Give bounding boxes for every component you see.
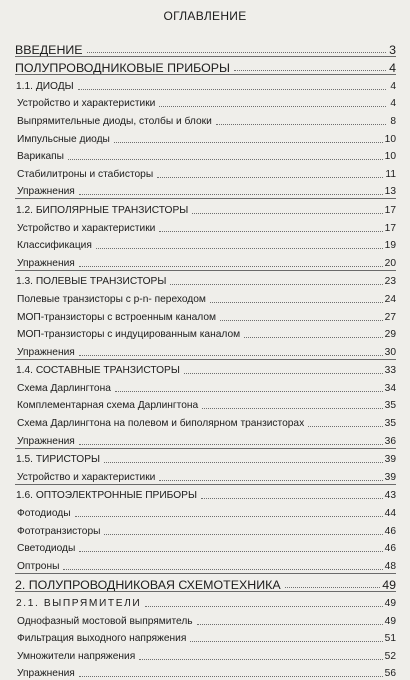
toc-entry-title: ПОЛУПРОВОДНИКОВЫЕ ПРИБОРЫ	[15, 61, 231, 76]
toc-entry	[15, 146, 396, 164]
dot-leader	[68, 159, 383, 160]
toc-entry-page-number: 56	[384, 668, 396, 680]
toc-entry-page-number: 10	[384, 151, 396, 163]
toc-entry-page-number: 33	[384, 365, 396, 377]
toc-entry-title: Классификация	[17, 240, 92, 252]
toc-entry-title: Оптроны	[17, 560, 60, 572]
toc-entry	[15, 110, 396, 128]
toc-entry	[15, 217, 396, 235]
dot-leader	[159, 231, 382, 232]
dot-leader	[145, 606, 382, 607]
toc-entry	[15, 520, 396, 538]
toc-entry-page-number: 39	[384, 454, 396, 466]
dot-leader	[104, 462, 383, 463]
dot-leader	[159, 480, 382, 481]
toc-entry	[15, 359, 396, 378]
toc-entry	[15, 395, 396, 413]
toc-entry-page-number: 46	[384, 543, 396, 555]
toc-entry-page-number: 29	[384, 329, 396, 341]
toc-entry-page-number: 17	[384, 222, 396, 234]
dot-leader	[170, 284, 382, 285]
toc-entry-page-number: 39	[384, 471, 396, 483]
toc-entry-page-number: 43	[384, 490, 396, 502]
dot-leader	[157, 177, 383, 178]
toc-entry	[15, 341, 396, 359]
toc-entry	[15, 181, 396, 199]
toc-entry-title: Устройство и характеристики	[17, 222, 156, 234]
toc-entry	[15, 270, 396, 289]
toc-entry	[15, 628, 396, 646]
dot-leader	[285, 587, 381, 588]
toc-entry-page-number: 4	[390, 80, 396, 92]
toc-entry-title: Варикапы	[17, 151, 65, 163]
toc-entry-title: Умножители напряжения	[17, 650, 136, 662]
toc-entry	[15, 484, 396, 503]
dot-leader	[75, 516, 383, 517]
dot-leader	[115, 391, 383, 392]
toc-entry-title: Устройство и характеристики	[17, 471, 156, 483]
dot-leader	[139, 659, 382, 660]
toc-entry-page-number: 49	[382, 578, 396, 593]
toc-entry-page-number: 30	[384, 346, 396, 358]
dot-leader	[308, 426, 382, 427]
toc-entry-page-number: 46	[384, 525, 396, 537]
toc-entry-title: Импульсные диоды	[17, 133, 110, 145]
toc-entry-title: МОП-транзисторы с встроенным каналом	[17, 311, 216, 323]
dot-leader	[63, 569, 382, 570]
dot-leader	[79, 551, 382, 552]
dot-leader	[79, 194, 383, 195]
dot-leader	[216, 124, 386, 125]
toc-entry-page-number: 48	[384, 560, 396, 572]
table-of-contents	[15, 38, 396, 680]
toc-entry	[15, 645, 396, 663]
dot-leader	[220, 320, 383, 321]
dot-leader	[79, 266, 383, 267]
toc-entry-title: 1.5. ТИРИСТОРЫ	[16, 454, 101, 466]
toc-entry-page-number: 35	[384, 400, 396, 412]
toc-entry-title: 1.2. БИПОЛЯРНЫЕ ТРАНЗИСТОРЫ	[16, 204, 189, 216]
toc-entry-title: Упражнения	[17, 186, 75, 198]
toc-entry-title: Однофазный мостовой выпрямитель	[17, 615, 193, 627]
toc-entry	[15, 163, 396, 181]
toc-entry-title: 1.4. СОСТАВНЫЕ ТРАНЗИСТОРЫ	[16, 365, 180, 377]
toc-entry-page-number: 8	[390, 115, 396, 127]
toc-entry	[15, 555, 396, 573]
toc-entry-page-number: 23	[384, 276, 396, 288]
toc-entry-title: 1.1. ДИОДЫ	[16, 80, 74, 92]
toc-entry-page-number: 19	[384, 240, 396, 252]
toc-entry	[15, 74, 396, 93]
toc-entry-title: Стабилитроны и стабисторы	[17, 168, 154, 180]
toc-entry-title: 1.3. ПОЛЕВЫЕ ТРАНЗИСТОРЫ	[16, 276, 167, 288]
dot-leader	[184, 373, 383, 374]
toc-entry-page-number: 20	[384, 257, 396, 269]
toc-entry	[15, 538, 396, 556]
toc-entry-page-number: 49	[384, 598, 396, 609]
toc-entry-page-number: 35	[384, 418, 396, 430]
toc-entry	[15, 663, 396, 680]
toc-entry-title: Схема Дарлингтона	[17, 382, 111, 394]
toc-entry-title: Полевые транзисторы с p-n- переходом	[17, 293, 206, 305]
dot-leader	[104, 534, 382, 535]
toc-entry-title: Схема Дарлингтона на полевом и биполярном транзисторах	[17, 418, 305, 430]
toc-entry-page-number: 11	[385, 168, 396, 180]
dot-leader	[210, 302, 383, 303]
toc-entry-title: Светодиоды	[17, 543, 76, 555]
toc-entry-page-number: 52	[384, 650, 396, 662]
dot-leader	[197, 624, 383, 625]
dot-leader	[234, 70, 386, 71]
dot-leader	[202, 408, 383, 409]
toc-entry-page-number: 17	[384, 204, 396, 216]
toc-entry-page-number: 44	[384, 508, 396, 520]
toc-entry	[15, 610, 396, 628]
toc-entry-title: Упражнения	[17, 346, 75, 358]
toc-entry	[15, 466, 396, 484]
toc-entry	[15, 448, 396, 467]
dot-leader	[79, 444, 383, 445]
toc-entry-page-number: 4	[390, 98, 396, 110]
toc-entry	[15, 198, 396, 217]
toc-entry-title: Фототранзисторы	[17, 525, 101, 537]
dot-leader	[201, 498, 383, 499]
toc-entry-title: 2. ПОЛУПРОВОДНИКОВАЯ СХЕМОТЕХНИКА	[15, 578, 281, 593]
toc-entry-page-number: 3	[389, 42, 396, 57]
toc-entry	[15, 377, 396, 395]
toc-entry-page-number: 36	[384, 435, 396, 447]
toc-entry-page-number: 13	[384, 186, 396, 198]
dot-leader	[79, 355, 383, 356]
toc-entry	[15, 573, 396, 592]
toc-entry-page-number: 4	[389, 61, 396, 76]
toc-entry	[15, 56, 396, 75]
dot-leader	[87, 52, 386, 53]
toc-entry	[15, 288, 396, 306]
toc-entry	[15, 235, 396, 253]
toc-entry-title: Устройство и характеристики	[17, 98, 156, 110]
toc-entry-title: 1.6. ОПТОЭЛЕКТРОННЫЕ ПРИБОРЫ	[16, 490, 197, 502]
toc-entry-page-number: 24	[384, 293, 396, 305]
toc-entry	[15, 128, 396, 146]
toc-entry-title: МОП-транзисторы с индуцированным каналом	[17, 329, 241, 341]
toc-entry-page-number: 27	[384, 311, 396, 323]
toc-entry-title: ВВЕДЕНИЕ	[15, 42, 83, 57]
dot-leader	[244, 337, 383, 338]
dot-leader	[96, 248, 383, 249]
toc-entry-title: Комплементарная схема Дарлингтона	[17, 400, 199, 412]
toc-entry	[15, 324, 396, 342]
toc-entry-page-number: 49	[384, 615, 396, 627]
toc-entry-title: Упражнения	[17, 435, 75, 447]
dot-leader	[114, 142, 383, 143]
toc-entry	[15, 412, 396, 430]
toc-entry-title: Упражнения	[17, 668, 75, 680]
toc-entry-page-number: 10	[384, 133, 396, 145]
toc-entry	[15, 38, 396, 56]
toc-entry-title: Выпрямительные диоды, столбы и блоки	[17, 115, 212, 127]
toc-entry-title: 2.1. ВЫПРЯМИТЕЛИ	[16, 598, 142, 609]
toc-entry	[15, 93, 396, 111]
toc-entry	[15, 502, 396, 520]
toc-entry	[15, 430, 396, 448]
toc-entry-page-number: 34	[384, 382, 396, 394]
toc-entry	[15, 591, 396, 610]
toc-entry-title: Фильтрация выходного напряжения	[17, 633, 187, 645]
toc-entry-page-number: 51	[384, 633, 396, 645]
toc-entry	[15, 306, 396, 324]
dot-leader	[78, 89, 386, 90]
page-title: ОГЛАВЛЕНИЕ	[163, 9, 247, 23]
toc-entry-title: Фотодиоды	[17, 508, 71, 520]
dot-leader	[192, 213, 382, 214]
toc-entry-title: Упражнения	[17, 257, 75, 269]
dot-leader	[190, 641, 382, 642]
dot-leader	[159, 106, 386, 107]
toc-entry	[15, 252, 396, 270]
dot-leader	[79, 676, 383, 677]
